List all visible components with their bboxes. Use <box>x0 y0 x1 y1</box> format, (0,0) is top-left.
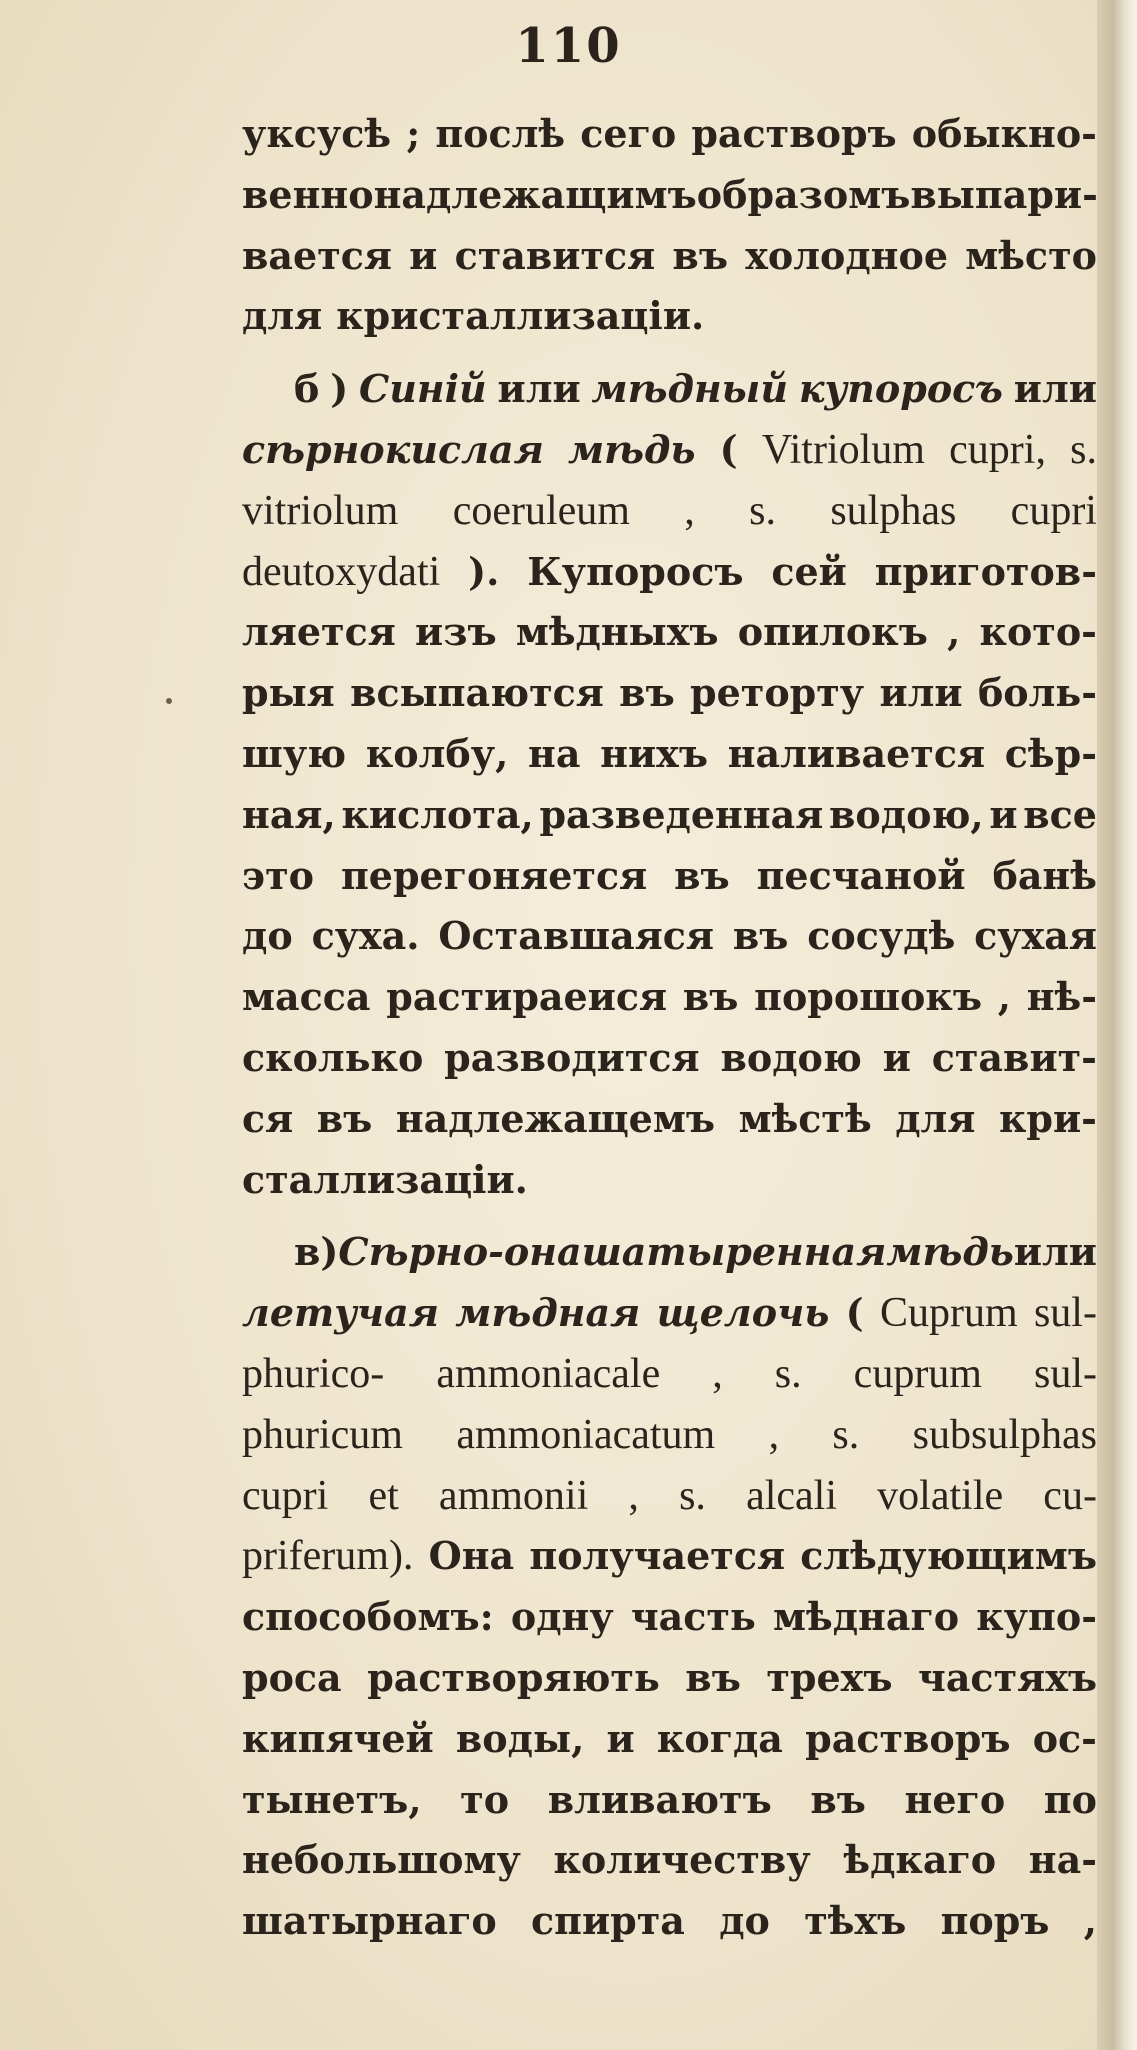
word: s. <box>1070 426 1097 473</box>
word: мѣдь <box>567 426 696 472</box>
word: кри- <box>998 1095 1097 1141</box>
text-line <box>242 1028 1097 1089</box>
word: колбу, <box>365 730 509 776</box>
word: на <box>528 730 581 776</box>
text-line <box>242 359 1097 420</box>
word: обыкно- <box>911 111 1097 156</box>
text-line <box>242 1344 1097 1405</box>
ink-smudge <box>166 698 172 704</box>
word: мѣдная <box>455 1290 641 1336</box>
word: получается <box>529 1533 786 1579</box>
word: въ <box>810 1776 866 1822</box>
word: coeruleum <box>452 487 630 534</box>
word: сталлизаціи. <box>242 1156 528 1202</box>
word: частяхъ <box>918 1654 1097 1700</box>
word: или <box>1013 366 1097 412</box>
word: cupri <box>1010 487 1097 534</box>
text-line <box>242 286 1097 347</box>
word: образомъ <box>696 171 911 217</box>
text-line <box>242 1891 1097 1952</box>
word: мѣсто <box>965 232 1097 278</box>
page-number: 110 <box>515 18 622 74</box>
word: холодное <box>745 232 948 278</box>
text-line <box>242 1830 1097 1891</box>
word: на- <box>1028 1837 1097 1883</box>
word: cuprum <box>853 1350 982 1397</box>
word: порошокъ <box>754 974 982 1020</box>
word: alcali <box>746 1472 838 1519</box>
word: , <box>768 1411 780 1458</box>
word: ставится <box>454 232 656 278</box>
text-line <box>242 420 1097 481</box>
word: cu- <box>1043 1472 1097 1519</box>
word: наливается <box>727 730 986 776</box>
word: volatile <box>877 1472 1004 1519</box>
word: , <box>947 609 961 655</box>
text-line <box>242 1150 1097 1211</box>
word: мѣдныхъ <box>515 609 719 655</box>
word: мѣстѣ <box>738 1095 872 1141</box>
word: до <box>719 1898 770 1944</box>
word: реторту <box>690 670 865 716</box>
word: роса <box>242 1654 342 1700</box>
text-line <box>242 481 1097 542</box>
word: въ <box>672 232 728 278</box>
word: cupri <box>242 1472 329 1519</box>
word: , <box>997 974 1011 1020</box>
word: priferum). <box>242 1533 414 1580</box>
word: и <box>606 1715 635 1761</box>
word: песчаной <box>756 852 966 898</box>
text-line <box>242 967 1097 1028</box>
word: летучая <box>242 1290 439 1336</box>
word: до <box>242 913 293 959</box>
word: мѣднаго <box>772 1594 960 1640</box>
word: одну <box>510 1594 614 1640</box>
word: в <box>294 1229 321 1275</box>
word: ammoniacatum <box>456 1411 716 1458</box>
word: мѣдь <box>886 1229 1014 1275</box>
word: водою <box>720 1034 862 1080</box>
text-line <box>242 724 1097 785</box>
word: то <box>460 1776 510 1822</box>
word: выпари- <box>910 171 1098 217</box>
page-edge <box>1097 0 1137 2050</box>
word: послѣ <box>435 111 566 156</box>
word: водою, <box>829 791 984 837</box>
text-line <box>242 226 1097 287</box>
text-line <box>242 1709 1097 1770</box>
word: все <box>1023 791 1097 837</box>
word: сей <box>771 548 847 594</box>
word: шую <box>242 730 347 776</box>
word: ) <box>320 1229 339 1275</box>
word: изъ <box>415 609 497 655</box>
word: и <box>882 1034 911 1080</box>
word: ляется <box>242 609 396 655</box>
word: ammonii <box>438 1472 589 1519</box>
word: s. <box>679 1472 706 1519</box>
word: растираеися <box>386 974 668 1020</box>
text-line <box>242 846 1097 907</box>
word: ставит- <box>931 1034 1097 1080</box>
word: въ <box>685 1654 741 1700</box>
word: это <box>242 852 315 898</box>
word: Сѣрно-онашатыренная <box>338 1229 887 1275</box>
text-line <box>242 165 1097 226</box>
word: купоросъ <box>798 366 1003 412</box>
text-line <box>242 1405 1097 1466</box>
word: сѣр- <box>1004 730 1097 776</box>
word: растворъ <box>691 111 897 156</box>
text-line <box>242 1466 1097 1527</box>
word: всыпаются <box>350 670 604 716</box>
word: ( <box>719 426 738 472</box>
word: масса <box>242 974 371 1020</box>
word: или <box>879 670 963 716</box>
word: ( <box>845 1290 864 1336</box>
word: боль- <box>977 670 1097 716</box>
word: небольшому <box>242 1837 521 1883</box>
word: сего <box>580 111 677 156</box>
word: subsulphas <box>912 1411 1097 1458</box>
word: , <box>684 487 695 534</box>
word: опилокъ <box>737 609 928 655</box>
word: для <box>895 1095 976 1141</box>
text-line <box>242 1089 1097 1150</box>
word: ѣдкаго <box>843 1837 997 1883</box>
word: перегоняется <box>340 852 648 898</box>
text-line <box>242 906 1097 967</box>
word: вливаютъ <box>547 1776 772 1822</box>
text-line <box>242 1648 1097 1709</box>
word: надлежащимъ <box>373 171 697 217</box>
word: въ <box>316 1095 373 1141</box>
word: Оставшаяся <box>438 913 714 959</box>
word: кислота, <box>341 791 534 837</box>
word: банѣ <box>992 852 1097 898</box>
text-line <box>242 1526 1097 1587</box>
word: и <box>409 232 438 278</box>
word: сосудѣ <box>807 913 956 959</box>
word: ; <box>406 111 421 156</box>
word: надлежащемъ <box>395 1095 716 1141</box>
word: растворяють <box>367 1654 660 1700</box>
text-line <box>242 1587 1097 1648</box>
word: et <box>368 1472 399 1519</box>
word: мѣдный <box>591 366 788 412</box>
text-line <box>242 542 1097 603</box>
word: разведенная <box>539 791 824 837</box>
word: тѣхъ <box>804 1898 907 1944</box>
word: разводится <box>444 1034 700 1080</box>
word: ная, <box>242 791 336 837</box>
word: sul- <box>1033 1290 1097 1337</box>
word: въ <box>674 852 730 898</box>
word: sulphas <box>830 487 957 534</box>
word: слѣдующимъ <box>800 1533 1097 1579</box>
text-line <box>242 104 1097 165</box>
word: растворъ <box>805 1715 1011 1761</box>
word: по <box>1043 1776 1097 1822</box>
text-line <box>242 1283 1097 1344</box>
word: Она <box>428 1533 515 1579</box>
word: Cuprum <box>879 1290 1018 1337</box>
text-line <box>242 1770 1097 1831</box>
word: нѣ- <box>1026 974 1097 1020</box>
word: нихъ <box>600 730 708 776</box>
word: Синій <box>359 366 487 412</box>
word: въ <box>682 974 739 1020</box>
word: приготов- <box>874 548 1097 594</box>
word: уксусѣ <box>242 111 392 156</box>
word: поръ <box>940 1898 1050 1944</box>
word: воды, <box>455 1715 585 1761</box>
word: cupri, <box>949 426 1046 473</box>
word: , <box>712 1350 723 1397</box>
text-line <box>242 1222 1097 1283</box>
word: щелочь <box>656 1290 830 1336</box>
word: Vitriolum <box>761 426 925 473</box>
word: phurico- <box>242 1350 385 1397</box>
word: количеству <box>553 1837 811 1883</box>
word: суха. <box>311 913 420 959</box>
word: б <box>294 366 320 412</box>
word: , <box>1083 1898 1097 1944</box>
word: кипячей <box>242 1715 434 1761</box>
body-text <box>242 104 1097 1952</box>
word: s. <box>832 1411 860 1458</box>
word: и <box>989 791 1018 837</box>
word: ammoniacale <box>436 1350 661 1397</box>
word: шатырнаго <box>242 1898 497 1944</box>
word: сѣрнокислая <box>242 426 544 472</box>
word: s. <box>774 1350 802 1397</box>
word: для <box>242 293 323 339</box>
word: венно <box>242 171 374 217</box>
word: ) <box>330 366 349 412</box>
word: , <box>628 1472 639 1519</box>
word: phuricum <box>242 1411 403 1458</box>
word: вается <box>242 232 392 278</box>
word: него <box>904 1776 1006 1822</box>
word: ся <box>242 1095 294 1141</box>
text-line <box>242 663 1097 724</box>
word: ). <box>468 548 500 594</box>
word: способомъ: <box>242 1594 494 1640</box>
word: deutoxydati <box>242 548 441 595</box>
text-line <box>242 785 1097 846</box>
word: Купоросъ <box>527 548 744 594</box>
word: сколько <box>242 1034 424 1080</box>
word: s. <box>749 487 776 534</box>
word: часть <box>630 1594 756 1640</box>
word: когда <box>656 1715 783 1761</box>
word: sul- <box>1034 1350 1097 1397</box>
word: или <box>497 366 581 412</box>
word: ос- <box>1032 1715 1097 1761</box>
word: купо- <box>976 1594 1097 1640</box>
word: въ <box>619 670 675 716</box>
word: кото- <box>979 609 1097 655</box>
word: трехъ <box>766 1654 893 1700</box>
word: тынетъ, <box>242 1776 422 1822</box>
word: рыя <box>242 670 335 716</box>
word: спирта <box>531 1898 685 1944</box>
text-line <box>242 602 1097 663</box>
word: кристаллизаціи. <box>336 293 705 339</box>
word: или <box>1013 1229 1097 1275</box>
word: сухая <box>974 913 1097 959</box>
word: vitriolum <box>242 487 399 534</box>
word: въ <box>732 913 789 959</box>
